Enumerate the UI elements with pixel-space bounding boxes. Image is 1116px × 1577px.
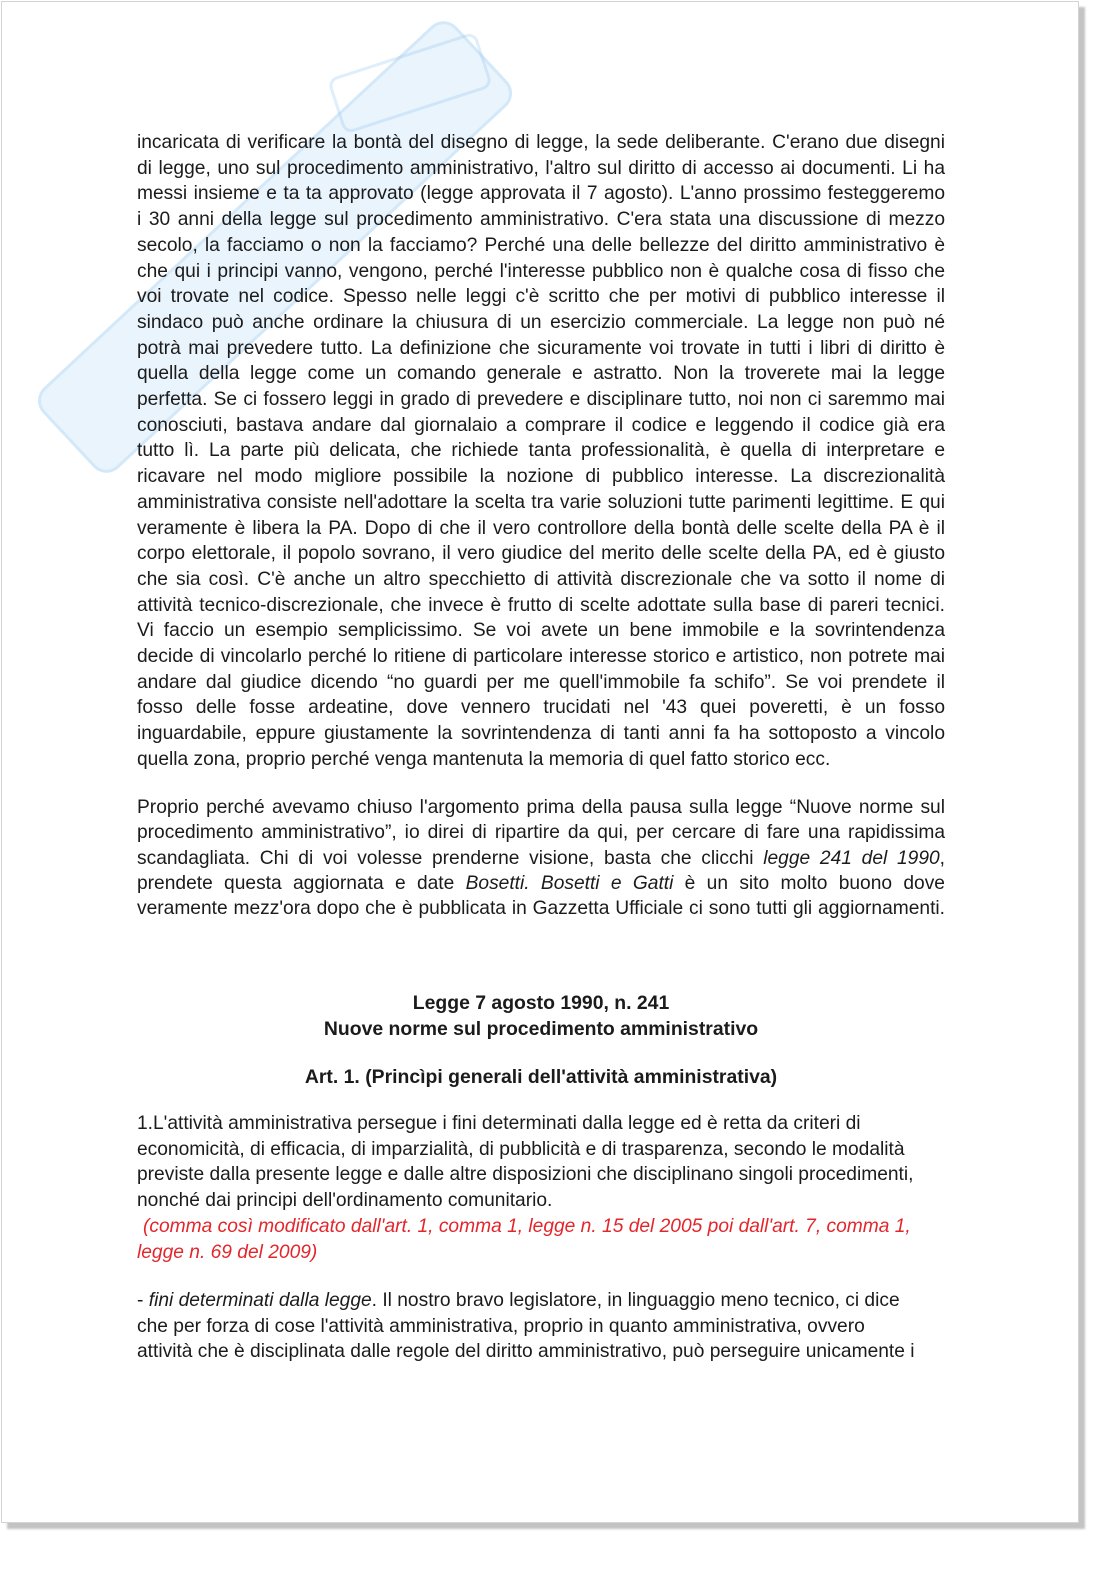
italic-text-segment: legge 241 del 1990 [763, 847, 940, 869]
text-line: veramente è libera la PA. Dopo di che il vero controllore della bontà delle scelte della PA è il [137, 517, 945, 539]
text-segment: , [939, 847, 946, 869]
body-paragraph-1 [137, 130, 945, 773]
text-line: conosciuti, bastava andare dal giornalaio a comprare il codice e leggendo il codice già era [137, 414, 945, 436]
law-title: Legge 7 agosto 1990, n. 241 [412, 992, 670, 1014]
text-line: attività che è disciplinata dalle regole del diritto amministrativo, può perseguire unicamente i [137, 1341, 915, 1362]
text-line [137, 871, 945, 896]
text-line: di legge, uno sul procedimento amministrativo, l'altro sul diritto di accesso ai documenti. Li ha [137, 157, 945, 179]
article-text [137, 1111, 945, 1214]
text-line: nonché dai principi dell'ordinamento comunitario. [137, 1190, 553, 1212]
document-page [1, 1, 1079, 1523]
text-line: previste dalla presente legge e dalle altre disposizioni che disciplinano singoli procedimenti, [137, 1164, 914, 1186]
text-line: (comma così modificato dall'art. 1, comma 1, legge n. 15 del 2005 poi dall'art. 7, comma 1, [143, 1216, 911, 1237]
text-line: sindaco può anche ordinare la chiusura di un esercizio commerciale. La legge non può né [137, 311, 945, 333]
law-heading [137, 990, 945, 1042]
text-line: potrà mai prevedere tutto. La definizione che sicuramente voi trovate in tutti i libri di diritto è [137, 337, 945, 359]
text-line: veramente mezz'ora dopo che è pubblicata in Gazzetta Ufficiale ci sono tutti gli aggiornamenti. [137, 898, 945, 920]
text-line [137, 1288, 945, 1314]
law-subtitle: Nuove norme sul procedimento amministrativo [323, 1018, 759, 1040]
text-line: Proprio perché avevamo chiuso l'argomento prima della pausa sulla legge “Nuove norme sul [137, 797, 945, 818]
text-line [137, 846, 945, 871]
commentary-paragraph [137, 1288, 945, 1365]
text-line: fosso delle fosse ardeatine, dove vennero trucidati nel '43 quei poveretti, è un fosso [137, 697, 945, 719]
italic-text-segment: fini determinati dalla legge [148, 1290, 372, 1311]
text-line: 1.L'attività amministrativa persegue i fini determinati dalla legge ed è retta da criteri di [137, 1113, 861, 1134]
text-line: tutto lì. La parte più delicata, che richiede tanta professionalità, è quella di interpretare e [137, 440, 945, 462]
text-line: che sia così. C'è anche un altro specchietto di attività discrezionale che va sotto il nome di [137, 568, 945, 590]
text-segment: . Il nostro bravo legislatore, in linguaggio meno tecnico, ci dice [371, 1290, 900, 1311]
article-heading: Art. 1. (Princìpi generali dell'attività amministrativa) [304, 1066, 778, 1088]
text-segment: è un sito molto buono dove [673, 872, 945, 894]
text-line: messi insieme e ta ta approvato (legge approvata il 7 agosto). L'anno prossimo festeggeremo [137, 183, 945, 205]
text-line: incaricata di verificare la bontà del disegno di legge, la sede deliberante. C'erano due disegni [137, 132, 945, 153]
text-line: voi trovate nel codice. Spesso nelle leggi c'è scritto che per motivi di pubblico interesse il [137, 286, 945, 308]
text-line: perfetta. Se ci fossero leggi in grado di prevedere e disciplinare tutto, noi non ci saremmo mai [137, 389, 945, 411]
text-segment: - [137, 1290, 149, 1311]
text-line: quella della legge come un comando generale e astratto. Non la troverete mai la legge [137, 363, 945, 385]
text-line: corpo elettorale, il popolo sovrano, il vero giudice del merito delle scelte della PA, ed è giusto [137, 543, 945, 565]
text-line: andare dal giudice dicendo “no guardi per me quell'immobile fa schifo”. Se voi prendete il [137, 671, 945, 693]
text-line: amministrativa consiste nell'adottare la scelta tra varie soluzioni tutte parimenti legittime. E qui [137, 491, 945, 513]
text-line: attività tecnico-discrezionale, che invece è frutto di scelte adottate sulla base di pareri tecnici. [137, 594, 945, 616]
text-segment: prendete questa aggiornata e date [137, 872, 466, 894]
text-line: i 30 anni della legge sul procedimento amministrativo. C'era stata una discussione di mezzo [137, 209, 945, 231]
body-paragraph-2 [137, 795, 945, 921]
text-line: che per forza di cose l'attività amministrativa, proprio in quanto amministrativa, ovvero [137, 1315, 865, 1337]
text-line: Vi faccio un esempio semplicissimo. Se voi avete un bene immobile e la sovrintendenza [137, 620, 945, 642]
text-line: che qui i principi vanno, vengono, perché l'interesse pubblico non è qualche cosa di fisso che [137, 260, 945, 282]
text-line: inguardabile, eppure giustamente la sovrintendenza di tanti anni fa ha sottoposto a vincolo [137, 723, 945, 745]
text-line: secolo, la facciamo o non la facciamo? Perché una delle bellezze del diritto amministrativo è [137, 234, 945, 256]
text-segment: scandagliata. Chi di voi volesse prenderne visione, basta che clicchi [137, 847, 764, 869]
text-line: legge n. 69 del 2009) [137, 1241, 318, 1263]
amendment-note [137, 1214, 945, 1265]
text-line: quella zona, proprio perché venga mantenuta la memoria di quel fatto storico ecc. [137, 748, 831, 770]
text-line: procedimento amministrativo”, io direi di ripartire da qui, per cercare di fare una rapidissima [137, 822, 945, 844]
text-line: decide di vincolarlo perché lo ritiene di particolare interesse storico e artistico, non potrete mai [137, 646, 945, 668]
text-line: ricavare nel modo migliore possibile la nozione di pubblico interesse. La discrezionalità [137, 466, 945, 488]
italic-text-segment: Bosetti. Bosetti e Gatti [465, 872, 674, 894]
text-line: economicità, di efficacia, di imparzialità, di pubblicità e di trasparenza, secondo le modalità [137, 1138, 905, 1160]
